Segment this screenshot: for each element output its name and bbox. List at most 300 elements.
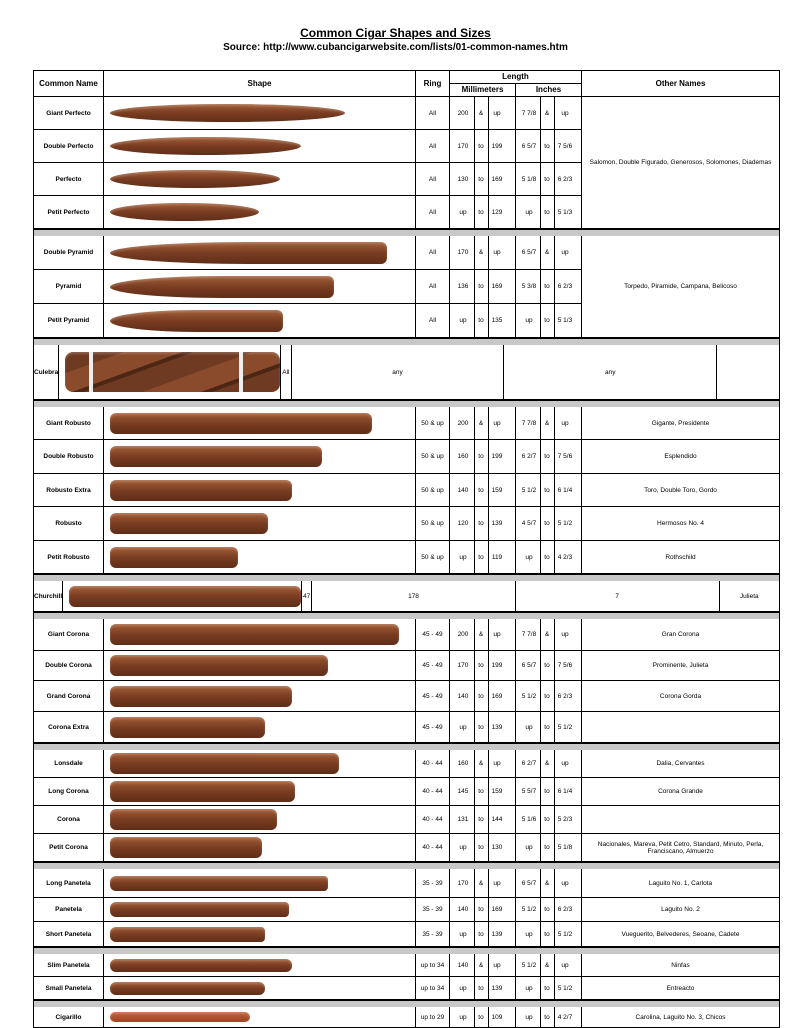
in-part: 6 2/3 — [557, 692, 573, 700]
mm-part: 159 — [491, 788, 503, 795]
in-part: to — [540, 977, 555, 999]
cigar-name: Corona — [34, 806, 104, 833]
cigar-shape-cell — [104, 977, 416, 999]
mm-part: 140 — [452, 474, 475, 506]
cigar-shape-cell — [104, 196, 416, 228]
other-names — [582, 712, 779, 742]
cigar-image — [110, 876, 328, 891]
in-part: & — [540, 954, 555, 976]
cigar-name: Pyramid — [34, 270, 104, 303]
mm-part: up — [452, 922, 475, 946]
in-part: up — [561, 879, 569, 887]
mm-part: & — [474, 619, 489, 650]
group-rows — [34, 954, 695, 999]
cigar-group — [33, 869, 780, 947]
mm-part: to — [474, 1007, 489, 1027]
other-names: Gigante, Presidente — [651, 419, 710, 427]
cigar-name: Long Panetela — [34, 869, 104, 897]
length-mm — [450, 681, 516, 711]
mm-part: 169 — [491, 692, 503, 700]
cigar-name: Petit Corona — [34, 834, 104, 861]
in-part: 5 1/2 — [557, 930, 573, 938]
cigar-name: Giant Corona — [34, 619, 104, 650]
length-inches — [516, 97, 582, 129]
in-part: 5 5/7 — [518, 778, 541, 805]
in-part: 6 2/3 — [557, 175, 573, 183]
ring-gauge: 40 - 44 — [416, 834, 450, 861]
mm-part: 169 — [491, 906, 503, 913]
in-part: 6 1/4 — [557, 788, 573, 795]
mm-part: 139 — [491, 723, 503, 731]
cigar-band — [89, 352, 93, 392]
mm-part: to — [474, 196, 489, 228]
in-part: 7 5/6 — [557, 453, 573, 460]
header-length-units — [450, 84, 581, 96]
other-names: Hermosos No. 4 — [657, 520, 704, 527]
ring-gauge: 45 - 49 — [416, 651, 450, 680]
mm-part: to — [474, 130, 489, 162]
cigar-image — [110, 446, 322, 467]
header-inches: Inches — [535, 85, 562, 94]
in-part: to — [540, 130, 555, 162]
other-names: Dalia, Cervantes — [656, 760, 705, 767]
mm-part: & — [474, 407, 489, 439]
other-names: Corona Grande — [658, 788, 703, 795]
group-separator — [33, 612, 780, 619]
in-part: to — [540, 712, 555, 742]
cigar-name: Petit Pyramid — [34, 304, 104, 337]
cigar-group — [33, 97, 780, 229]
length-mm: 178 — [312, 581, 516, 611]
group-rows — [34, 1007, 726, 1027]
cigar-name: Double Corona — [34, 651, 104, 680]
ring-gauge: All — [416, 236, 450, 269]
mm-part: to — [474, 681, 489, 711]
cigar-name: Corona Extra — [34, 712, 104, 742]
other-names: Carolina, Laguito No. 3, Chicos — [635, 1013, 726, 1021]
mm-part: 140 — [452, 898, 475, 921]
mm-part: 200 — [452, 407, 475, 439]
in-part: & — [540, 869, 555, 897]
cigar-shape-cell — [104, 440, 416, 473]
cigar-name: Culebra — [34, 345, 59, 399]
cigar-image — [110, 480, 292, 501]
mm-part: up — [452, 834, 475, 861]
mm-part: to — [474, 834, 489, 861]
cigar-image — [69, 586, 301, 607]
cigar-name: Giant Perfecto — [34, 97, 104, 129]
in-part: 6 2/3 — [557, 283, 573, 290]
length-inches — [516, 834, 582, 861]
in-part: 5 1/6 — [518, 806, 541, 833]
mm-part: to — [474, 922, 489, 946]
other-names — [582, 806, 779, 833]
cigar-image — [110, 170, 280, 188]
length-inches — [516, 541, 582, 573]
mm-part: 159 — [491, 486, 503, 494]
ring-gauge: 35 - 39 — [416, 922, 450, 946]
cigar-band — [239, 352, 243, 392]
group-rows — [34, 407, 717, 573]
mm-part: 140 — [452, 954, 475, 976]
mm-part: to — [474, 270, 489, 303]
cigar-shape-cell — [63, 581, 302, 611]
in-part: to — [540, 922, 555, 946]
mm-part: to — [474, 651, 489, 680]
cigar-name: Small Panetela — [34, 977, 104, 999]
in-part: & — [540, 97, 555, 129]
table-row — [34, 1007, 779, 1027]
cigar-shape-cell — [104, 922, 416, 946]
cigar-image — [110, 242, 387, 264]
in-part: up — [561, 419, 569, 427]
in-part: up — [518, 712, 541, 742]
cigar-image — [110, 655, 328, 676]
cigar-name: Short Panetela — [34, 922, 104, 946]
group-separator — [33, 338, 780, 345]
ring-gauge: All — [416, 97, 450, 129]
in-part: up — [518, 196, 541, 228]
mm-part: 169 — [491, 283, 503, 290]
mm-part: 120 — [452, 507, 475, 540]
cigar-group — [33, 619, 780, 743]
mm-part: 199 — [491, 662, 503, 669]
mm-part: 200 — [452, 97, 475, 129]
in-part: to — [540, 163, 555, 195]
table-row — [34, 541, 779, 573]
mm-part: 170 — [452, 869, 475, 897]
in-part: to — [540, 1007, 555, 1027]
in-part: & — [540, 750, 555, 777]
length-mm — [450, 898, 516, 921]
mm-part: 129 — [491, 208, 503, 216]
cigar-shape-cell — [104, 474, 416, 506]
mm-part: up — [493, 419, 501, 427]
in-part: 7 7/8 — [518, 619, 541, 650]
ring-gauge: 50 & up — [416, 407, 450, 439]
mm-part: up — [452, 196, 475, 228]
mm-part: up — [452, 712, 475, 742]
cigar-group — [33, 345, 780, 400]
length-inches — [516, 196, 582, 228]
cigar-shape-cell — [59, 345, 281, 399]
cigar-shape-cell — [104, 541, 416, 573]
in-part: 5 1/2 — [557, 723, 573, 731]
in-part: to — [540, 440, 555, 473]
cigar-name: Double Perfecto — [34, 130, 104, 162]
mm-part: up — [493, 631, 501, 638]
mm-part: 131 — [452, 806, 475, 833]
page-title: Common Cigar Shapes and Sizes — [300, 26, 491, 40]
length-inches — [516, 898, 582, 921]
in-part: to — [540, 806, 555, 833]
cigar-shape-cell — [104, 651, 416, 680]
in-part: & — [540, 407, 555, 439]
header-ring: Ring — [416, 71, 450, 96]
cigar-shape-cell — [104, 270, 416, 303]
mm-part: 200 — [452, 619, 475, 650]
mm-part: 136 — [452, 270, 475, 303]
other-names: Julieta — [739, 592, 759, 600]
table-row — [34, 196, 582, 228]
other-names: Nacionales, Mareva, Petit Cetro, Standard, Minuto, Perla, Franciscano, Almuerzo — [597, 840, 764, 855]
ring-gauge: 50 & up — [416, 507, 450, 540]
table-row — [34, 407, 779, 440]
in-part: up — [518, 1007, 541, 1027]
in-part: 5 1/8 — [518, 163, 541, 195]
group-other-names: Salomon, Double Figurado, Generosos, Solomones, Diademas — [589, 159, 772, 166]
mm-part: up — [493, 760, 501, 767]
length-inches — [516, 236, 582, 269]
cigar-name: Giant Robusto — [34, 407, 104, 439]
length-inches — [516, 651, 582, 680]
cigar-image — [110, 927, 265, 942]
cigar-shape-cell — [104, 619, 416, 650]
mm-part: 160 — [452, 440, 475, 473]
cigar-image — [110, 809, 277, 830]
cigar-image — [110, 104, 345, 122]
cigar-shape-cell — [104, 778, 416, 805]
in-part: 6 5/7 — [518, 869, 541, 897]
length-mm — [450, 750, 516, 777]
group-separator — [33, 574, 780, 581]
length-mm — [450, 922, 516, 946]
ring-gauge: 40 - 44 — [416, 806, 450, 833]
length-mm — [450, 778, 516, 805]
cigar-shape-cell — [104, 1007, 416, 1027]
table-row — [34, 270, 582, 304]
length-inches — [516, 869, 582, 897]
cigar-table — [33, 70, 780, 1028]
ring-gauge: All — [281, 345, 291, 399]
in-part: 5 1/3 — [557, 317, 573, 324]
header-millimeters: Millimeters — [450, 84, 516, 96]
cigar-name: Double Pyramid — [34, 236, 104, 269]
in-part: up — [561, 109, 569, 117]
group-separator — [33, 1000, 780, 1007]
mm-part: 130 — [452, 163, 475, 195]
mm-part: up — [452, 977, 475, 999]
table-row — [34, 750, 779, 778]
in-part: 5 1/8 — [557, 844, 573, 851]
length-inches: 7 — [516, 581, 720, 611]
source-line: Source: http://www.cubancigarwebsite.com/lists/01-common-names.htm — [223, 42, 568, 53]
mm-part: 119 — [491, 553, 503, 561]
cigar-shape-cell — [104, 407, 416, 439]
cigar-image — [110, 310, 283, 332]
other-names: Corona Gorda — [659, 692, 702, 700]
in-part: to — [540, 681, 555, 711]
other-names: Entreacto — [666, 984, 695, 992]
in-part: up — [518, 304, 541, 337]
cigar-shape-cell — [104, 130, 416, 162]
group-rows — [34, 869, 740, 946]
mm-part: 139 — [491, 520, 503, 527]
mm-part: up — [452, 541, 475, 573]
group-rows — [34, 619, 709, 742]
mm-part: 169 — [491, 175, 503, 183]
ring-gauge: 40 - 44 — [416, 778, 450, 805]
cigar-shape-cell — [104, 869, 416, 897]
mm-part: to — [474, 806, 489, 833]
length-mm — [450, 440, 516, 473]
length-inches — [516, 681, 582, 711]
cigar-group — [33, 954, 780, 1000]
mm-part: 130 — [491, 844, 503, 851]
in-part: & — [540, 236, 555, 269]
in-part: 7 5/6 — [557, 142, 573, 150]
mm-part: to — [474, 977, 489, 999]
cigar-image — [65, 352, 280, 392]
length-mm — [450, 1007, 516, 1027]
mm-part: up — [493, 961, 501, 969]
ring-gauge: All — [416, 270, 450, 303]
table-row — [34, 712, 779, 742]
length-mm — [450, 619, 516, 650]
cigar-image — [110, 1012, 250, 1022]
cigar-image — [110, 959, 292, 972]
cigar-image — [110, 513, 268, 534]
table-row — [34, 97, 582, 130]
length-mm — [450, 806, 516, 833]
length-inches — [516, 507, 582, 540]
table-row — [34, 163, 582, 196]
length-inches — [516, 750, 582, 777]
other-names: Rothschild — [665, 553, 696, 561]
table-row — [34, 806, 779, 834]
length-mm — [450, 130, 516, 162]
mm-part: to — [474, 507, 489, 540]
ring-gauge: 50 & up — [416, 541, 450, 573]
mm-part: & — [474, 750, 489, 777]
table-row — [34, 977, 779, 999]
in-part: 4 2/3 — [557, 553, 573, 561]
length-inches — [516, 270, 582, 303]
group-rows — [34, 236, 582, 337]
cigar-image — [110, 717, 265, 738]
mm-part: up — [452, 304, 475, 337]
in-part: 6 2/7 — [518, 440, 541, 473]
in-part: to — [540, 196, 555, 228]
other-names: Ninfas — [671, 961, 690, 969]
cigar-name: Petit Perfecto — [34, 196, 104, 228]
table-row — [34, 898, 779, 922]
in-part: 6 2/7 — [518, 750, 541, 777]
in-part: up — [561, 760, 569, 767]
table-row — [34, 236, 582, 270]
table-row — [34, 954, 779, 977]
length-inches — [516, 977, 582, 999]
in-part: up — [518, 977, 541, 999]
cigar-name: Long Corona — [34, 778, 104, 805]
cigar-shape-cell — [104, 898, 416, 921]
ring-gauge: 45 - 49 — [416, 681, 450, 711]
mm-part: & — [474, 236, 489, 269]
cigar-shape-cell — [104, 97, 416, 129]
mm-part: up — [452, 1007, 475, 1027]
in-part: 5 1/2 — [557, 984, 573, 992]
table-row — [34, 681, 779, 712]
ring-gauge: up to 34 — [416, 954, 450, 976]
length-inches — [516, 806, 582, 833]
length-inches — [516, 619, 582, 650]
cigar-group — [33, 581, 780, 612]
cigar-name: Perfecto — [34, 163, 104, 195]
cigar-image — [110, 902, 289, 917]
other-names: Toro, Double Toro, Gordo — [644, 486, 717, 494]
in-part: up — [518, 922, 541, 946]
in-part: up — [561, 961, 569, 969]
length-inches — [516, 407, 582, 439]
mm-part: to — [474, 712, 489, 742]
in-part: to — [540, 270, 555, 303]
length-inches — [516, 712, 582, 742]
length-mm — [450, 196, 516, 228]
length-inches — [516, 922, 582, 946]
in-part: 7 5/6 — [557, 662, 573, 669]
table-row — [34, 651, 779, 681]
cigar-image — [110, 982, 265, 995]
mm-part: 170 — [452, 651, 475, 680]
group-separator — [33, 947, 780, 954]
other-names — [717, 345, 779, 399]
length-mm — [450, 236, 516, 269]
mm-part: to — [474, 440, 489, 473]
length-inches: any — [504, 345, 717, 399]
in-part: 6 5/7 — [518, 236, 541, 269]
mm-part: 145 — [452, 778, 475, 805]
cigar-name: Cigarillo — [34, 1007, 104, 1027]
length-mm — [450, 651, 516, 680]
table-row — [34, 474, 779, 507]
in-part: to — [540, 507, 555, 540]
length-mm — [450, 407, 516, 439]
mm-part: 199 — [491, 142, 503, 150]
ring-gauge: All — [416, 304, 450, 337]
table-row — [34, 130, 582, 163]
table-row — [34, 778, 779, 806]
ring-gauge: 40 - 44 — [416, 750, 450, 777]
mm-part: to — [474, 304, 489, 337]
length-mm: any — [292, 345, 505, 399]
in-part: 6 2/3 — [557, 906, 573, 913]
mm-part: 135 — [491, 317, 503, 324]
ring-gauge: 45 - 49 — [416, 619, 450, 650]
in-part: 5 1/2 — [518, 898, 541, 921]
mm-part: up — [493, 249, 501, 256]
cigar-shape-cell — [104, 681, 416, 711]
length-inches — [516, 1007, 582, 1027]
ring-gauge: up to 29 — [416, 1007, 450, 1027]
header-other-names: Other Names — [655, 79, 706, 88]
cigar-shape-cell — [104, 750, 416, 777]
mm-part: up — [493, 109, 501, 117]
table-row — [34, 619, 779, 651]
table-row — [34, 507, 779, 541]
cigar-image — [110, 547, 238, 568]
cigar-name: Petit Robusto — [34, 541, 104, 573]
ring-gauge: 47 — [302, 581, 312, 611]
group-rows — [34, 750, 764, 861]
cigar-name: Lonsdale — [34, 750, 104, 777]
cigar-name: Robusto Extra — [34, 474, 104, 506]
length-mm — [450, 474, 516, 506]
in-part: to — [540, 778, 555, 805]
cigar-image — [110, 624, 399, 645]
length-mm — [450, 834, 516, 861]
length-inches — [516, 130, 582, 162]
cigar-group — [33, 407, 780, 574]
